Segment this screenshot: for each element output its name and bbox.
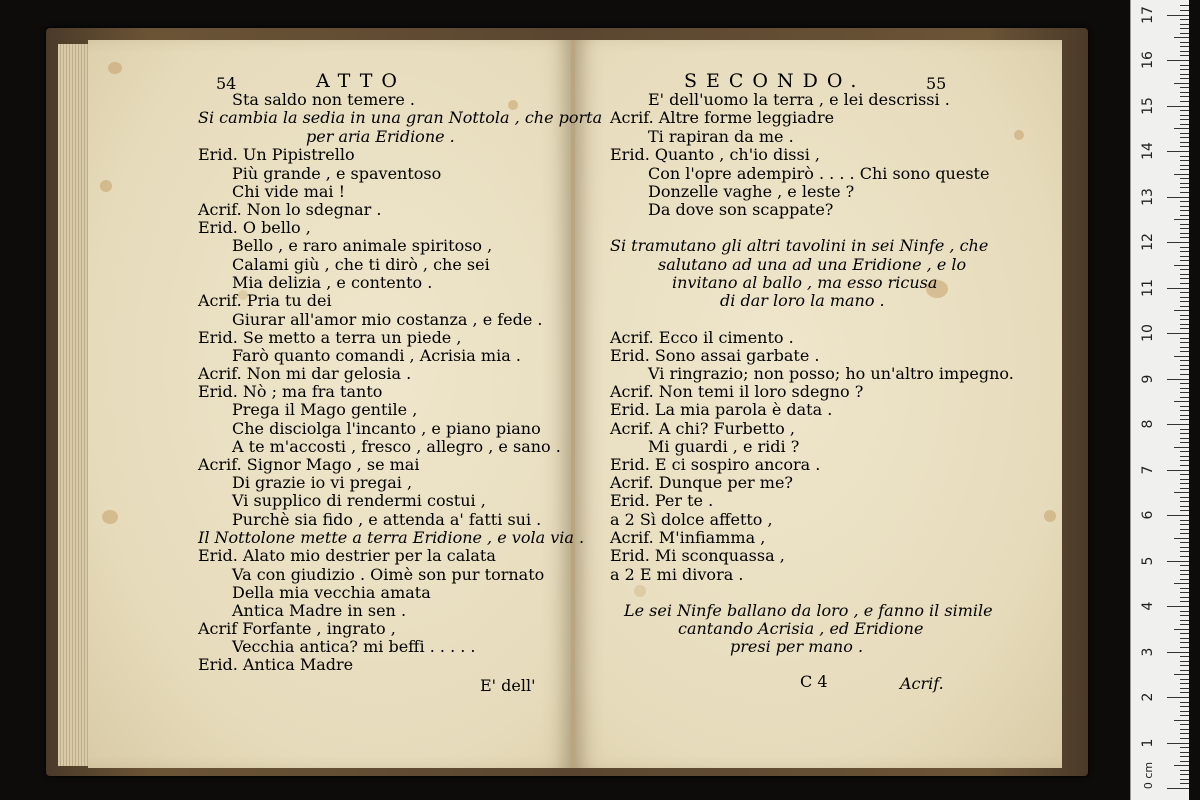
page-edges <box>58 44 88 766</box>
text-line: Di grazie io vi pregai , <box>232 473 413 492</box>
ruler-tick <box>1180 51 1189 52</box>
ruler-tick <box>1180 92 1189 93</box>
ruler-tick <box>1180 692 1189 693</box>
foxing-spot <box>1014 130 1024 140</box>
signature-mark: C 4 <box>800 672 828 691</box>
ruler-tick <box>1167 242 1189 243</box>
stage-direction: Si tramutano gli altri tavolini in sei Ninfe , che <box>610 236 989 255</box>
text-line: Erid. Antica Madre <box>198 655 354 674</box>
ruler-tick <box>1174 629 1189 630</box>
text-line: Mia delizia , e contento . <box>232 273 433 292</box>
ruler-tick <box>1180 183 1189 184</box>
ruler-tick <box>1180 233 1189 234</box>
ruler-tick <box>1167 743 1189 744</box>
ruler-tick <box>1180 187 1189 188</box>
ruler-tick <box>1180 711 1189 712</box>
ruler-tick <box>1180 65 1189 66</box>
ruler-tick <box>1174 447 1189 448</box>
ruler-tick <box>1180 570 1189 571</box>
ruler-tick <box>1180 624 1189 625</box>
text-line: Con l'opre adempirò . . . . Chi sono queste <box>648 164 990 183</box>
ruler-tick <box>1174 401 1189 402</box>
ruler-tick <box>1180 520 1189 521</box>
ruler-number: 8 <box>1140 419 1156 429</box>
ruler-tick <box>1180 670 1189 671</box>
ruler-number: 5 <box>1140 556 1156 565</box>
ruler-tick <box>1174 310 1189 311</box>
text-line: Donzelle vaghe , e leste ? <box>648 182 855 201</box>
ruler-tick <box>1180 247 1189 248</box>
running-head-left: ATTO <box>316 70 406 92</box>
ruler-tick <box>1180 724 1189 725</box>
text-line: Acrif. Non temi il loro sdegno ? <box>610 382 864 401</box>
ruler-tick <box>1180 483 1189 484</box>
text-line: Erid. Per te . <box>610 491 714 510</box>
ruler-tick <box>1180 178 1189 179</box>
ruler-tick <box>1180 442 1189 443</box>
ruler-tick <box>1180 592 1189 593</box>
ruler-tick <box>1167 424 1189 425</box>
ruler-tick <box>1180 124 1189 125</box>
text-line: Giurar all'amor mio costanza , e fede . <box>232 310 543 329</box>
ruler-tick <box>1167 515 1189 516</box>
ruler-number: 3 <box>1140 647 1156 656</box>
ruler-tick <box>1180 110 1189 111</box>
ruler-tick <box>1180 342 1189 343</box>
ruler-tick <box>1180 215 1189 216</box>
ruler-tick <box>1180 96 1189 97</box>
text-line: Erid. La mia parola è data . <box>610 400 833 419</box>
ruler-tick <box>1180 542 1189 543</box>
ruler-tick <box>1180 87 1189 88</box>
text-line: Che disciolga l'incanto , e piano piano <box>232 419 541 438</box>
text-line: Erid. Se metto a terra un piede , <box>198 328 462 347</box>
ruler-tick <box>1180 251 1189 252</box>
measuring-ruler <box>1130 0 1189 800</box>
ruler-tick <box>1180 278 1189 279</box>
text-line: Erid. Nò ; ma fra tanto <box>198 382 383 401</box>
text-line: Erid. Quanto , ch'io dissi , <box>610 145 821 164</box>
foxing-spot <box>102 510 118 524</box>
ruler-tick <box>1180 665 1189 666</box>
stage-direction: presi per mano . <box>730 637 864 656</box>
ruler-tick <box>1167 60 1189 61</box>
foxing-spot <box>100 180 112 192</box>
ruler-tick <box>1180 611 1189 612</box>
ruler-tick <box>1180 551 1189 552</box>
text-line: Più grande , e spaventoso <box>232 164 442 183</box>
ruler-tick <box>1167 697 1189 698</box>
ruler-tick <box>1180 597 1189 598</box>
ruler-tick <box>1180 506 1189 507</box>
ruler-tick <box>1180 146 1189 147</box>
ruler-tick <box>1180 774 1189 775</box>
ruler-tick <box>1180 702 1189 703</box>
ruler-tick <box>1180 747 1189 748</box>
ruler-tick <box>1180 324 1189 325</box>
stage-direction: cantando Acrisia , ed Eridione <box>678 619 924 638</box>
ruler-tick <box>1180 479 1189 480</box>
ruler-number: 6 <box>1140 510 1156 520</box>
ruler-tick <box>1180 115 1189 116</box>
ruler-tick <box>1180 224 1189 225</box>
ruler-tick <box>1180 529 1189 530</box>
stage-direction: di dar loro la mano . <box>720 291 885 310</box>
ruler-tick <box>1180 510 1189 511</box>
ruler-tick <box>1180 647 1189 648</box>
ruler-unit: 0 cm <box>1142 761 1156 790</box>
ruler-tick <box>1180 260 1189 261</box>
foxing-spot <box>634 585 646 597</box>
ruler-tick <box>1180 433 1189 434</box>
ruler-tick <box>1180 779 1189 780</box>
foxing-spot <box>108 62 122 74</box>
ruler-tick <box>1167 652 1189 653</box>
ruler-number: 14 <box>1140 142 1156 160</box>
text-line: a 2 E mi divora . <box>610 565 744 584</box>
ruler-tick <box>1180 319 1189 320</box>
ruler-tick <box>1180 556 1189 557</box>
ruler-tick <box>1180 615 1189 616</box>
ruler-tick <box>1180 579 1189 580</box>
ruler-tick <box>1167 151 1189 152</box>
ruler-tick <box>1180 620 1189 621</box>
text-line: Calami giù , che ti dirò , che sei <box>232 255 490 274</box>
ruler-tick <box>1180 588 1189 589</box>
ruler-number: 10 <box>1140 324 1156 342</box>
ruler-tick <box>1180 297 1189 298</box>
ruler-tick <box>1180 451 1189 452</box>
ruler-tick <box>1180 228 1189 229</box>
text-line: Bello , e raro animale spiritoso , <box>232 236 493 255</box>
ruler-tick <box>1180 770 1189 771</box>
ruler-number: 16 <box>1140 51 1156 69</box>
ruler-tick <box>1180 365 1189 366</box>
ruler-tick <box>1167 561 1189 562</box>
ruler-tick <box>1167 106 1189 107</box>
ruler-tick <box>1180 756 1189 757</box>
ruler-tick <box>1180 206 1189 207</box>
ruler-tick <box>1180 406 1189 407</box>
ruler-tick <box>1180 565 1189 566</box>
ruler-tick <box>1180 715 1189 716</box>
text-line: Erid. Sono assai garbate . <box>610 346 820 365</box>
text-line: Vi ringrazio; non posso; ho un'altro impegno. <box>648 364 1014 383</box>
ruler-tick <box>1174 265 1189 266</box>
ruler-tick <box>1180 74 1189 75</box>
page-number-left: 54 <box>216 74 237 93</box>
ruler-tick <box>1180 292 1189 293</box>
text-line: Ti rapiran da me . <box>648 127 794 146</box>
ruler-tick <box>1180 201 1189 202</box>
ruler-number: 1 <box>1140 738 1156 747</box>
ruler-tick <box>1180 783 1189 784</box>
ruler-tick <box>1180 133 1189 134</box>
running-head-right: SECONDO. <box>684 70 866 92</box>
ruler-tick <box>1180 374 1189 375</box>
ruler-tick <box>1180 601 1189 602</box>
ruler-tick <box>1174 674 1189 675</box>
ruler-tick <box>1180 661 1189 662</box>
text-line: Sta saldo non temere . <box>232 90 415 109</box>
text-line: Erid. Mi sconquassa , <box>610 546 785 565</box>
ruler-tick <box>1180 306 1189 307</box>
ruler-tick <box>1167 333 1189 334</box>
ruler-tick <box>1180 388 1189 389</box>
ruler-tick <box>1180 165 1189 166</box>
ruler-tick <box>1174 83 1189 84</box>
ruler-number: 9 <box>1140 374 1156 383</box>
text-line: Prega il Mago gentile , <box>232 400 418 419</box>
text-line: Erid. E ci sospiro ancora . <box>610 455 821 474</box>
ruler-tick <box>1180 460 1189 461</box>
ruler-tick <box>1180 269 1189 270</box>
text-line: Acrif. Altre forme leggiadre <box>610 108 835 127</box>
ruler-tick <box>1180 192 1189 193</box>
text-line: A te m'accosti , fresco , allegro , e sano . <box>232 437 561 456</box>
ruler-tick <box>1180 574 1189 575</box>
ruler-tick <box>1180 706 1189 707</box>
ruler-tick <box>1180 274 1189 275</box>
ruler-tick <box>1180 410 1189 411</box>
ruler-tick <box>1180 237 1189 238</box>
text-line: Acrif. Ecco il cimento . <box>610 328 794 347</box>
ruler-tick <box>1180 69 1189 70</box>
ruler-number: 7 <box>1140 465 1156 474</box>
ruler-tick <box>1167 470 1189 471</box>
ruler-tick <box>1180 156 1189 157</box>
ruler-tick <box>1180 729 1189 730</box>
ruler-tick <box>1180 338 1189 339</box>
ruler-tick <box>1180 46 1189 47</box>
ruler-tick <box>1180 101 1189 102</box>
ruler-tick <box>1180 679 1189 680</box>
text-line: Acrif. Non lo sdegnar . <box>198 200 382 219</box>
ruler-tick <box>1180 256 1189 257</box>
text-line: Acrif. Non mi dar gelosia . <box>198 364 412 383</box>
ruler-tick <box>1180 474 1189 475</box>
text-line: Acrif Forfante , ingrato , <box>198 619 396 638</box>
text-line: Vi supplico di rendermi costui , <box>232 491 486 510</box>
ruler-tick <box>1180 438 1189 439</box>
ruler-tick <box>1180 761 1189 762</box>
text-line: Acrif. A chi? Furbetto , <box>610 419 795 438</box>
ruler-tick <box>1180 383 1189 384</box>
text-line: E' dell'uomo la terra , e lei descrissi . <box>648 90 950 109</box>
ruler-tick <box>1180 456 1189 457</box>
text-line: Acrif. Signor Mago , se mai <box>198 455 420 474</box>
ruler-tick <box>1180 210 1189 211</box>
ruler-tick <box>1180 642 1189 643</box>
ruler-tick <box>1180 5 1189 6</box>
text-line: Vecchia antica? mi beffi . . . . . <box>232 637 476 656</box>
ruler-tick <box>1174 37 1189 38</box>
text-line: Acrif. M'infiamma , <box>610 528 766 547</box>
text-line: Della mia vecchia amata <box>232 583 431 602</box>
ruler-tick <box>1180 533 1189 534</box>
text-line: Mi guardi , e ridi ? <box>648 437 800 456</box>
ruler-tick <box>1180 328 1189 329</box>
ruler-tick <box>1174 765 1189 766</box>
ruler-tick <box>1174 583 1189 584</box>
stage-direction: salutano ad una ad una Eridione , e lo <box>658 255 967 274</box>
ruler-tick <box>1167 15 1189 16</box>
stage-direction: invitano al ballo , ma esso ricusa <box>672 273 938 292</box>
ruler-tick <box>1180 283 1189 284</box>
ruler-tick <box>1180 119 1189 120</box>
ruler-tick <box>1180 360 1189 361</box>
ruler-tick <box>1180 301 1189 302</box>
ruler-tick <box>1167 788 1189 789</box>
ruler-tick <box>1180 24 1189 25</box>
stage-direction: Le sei Ninfe ballano da loro , e fanno il simile <box>624 601 993 620</box>
ruler-tick <box>1180 392 1189 393</box>
ruler-number: 11 <box>1140 278 1156 297</box>
ruler-tick <box>1180 78 1189 79</box>
book-gutter <box>571 40 575 768</box>
ruler-tick <box>1180 28 1189 29</box>
ruler-tick <box>1167 197 1189 198</box>
ruler-tick <box>1180 738 1189 739</box>
ruler-tick <box>1180 55 1189 56</box>
ruler-tick <box>1180 351 1189 352</box>
ruler-tick <box>1180 429 1189 430</box>
ruler-tick <box>1180 688 1189 689</box>
ruler-tick <box>1180 347 1189 348</box>
ruler-tick <box>1180 733 1189 734</box>
ruler-tick <box>1180 465 1189 466</box>
ruler-tick <box>1174 538 1189 539</box>
ruler-tick <box>1180 42 1189 43</box>
ruler-tick <box>1180 683 1189 684</box>
ruler-tick <box>1180 169 1189 170</box>
ruler-number: 17 <box>1140 5 1156 24</box>
ruler-tick <box>1174 128 1189 129</box>
text-line: Farò quanto comandi , Acrisia mia . <box>232 346 521 365</box>
ruler-tick <box>1180 33 1189 34</box>
ruler-number: 12 <box>1140 233 1156 251</box>
catchword-right: Acrif. <box>900 674 944 693</box>
ruler-number: 15 <box>1140 96 1156 115</box>
text-line: Erid. Alato mio destrier per la calata <box>198 546 496 565</box>
ruler-tick <box>1180 488 1189 489</box>
ruler-tick <box>1180 547 1189 548</box>
ruler-tick <box>1167 288 1189 289</box>
stage-direction: per aria Eridione . <box>306 127 455 146</box>
page-number-right: 55 <box>926 74 947 93</box>
ruler-tick <box>1180 369 1189 370</box>
catchword-left: E' dell' <box>480 676 536 695</box>
ruler-number: 2 <box>1140 692 1156 702</box>
ruler-tick <box>1167 606 1189 607</box>
stage-direction: Il Nottolone mette a terra Eridione , e vola via . <box>198 528 585 547</box>
text-line: a 2 Sì dolce affetto , <box>610 510 773 529</box>
text-line: Antica Madre in sen . <box>232 601 407 620</box>
text-line: Acrif. Dunque per me? <box>610 473 794 492</box>
ruler-tick <box>1180 419 1189 420</box>
ruler-tick <box>1180 501 1189 502</box>
ruler-tick <box>1180 752 1189 753</box>
ruler-tick <box>1174 356 1189 357</box>
text-line: Erid. Un Pipistrello <box>198 145 355 164</box>
ruler-tick <box>1180 656 1189 657</box>
foxing-spot <box>1044 510 1056 522</box>
ruler-tick <box>1167 379 1189 380</box>
text-line: Purchè sia fido , e attenda a' fatti sui . <box>232 510 542 529</box>
ruler-tick <box>1174 174 1189 175</box>
ruler-tick <box>1180 497 1189 498</box>
text-line: Va con giudizio . Oimè son pur tornato <box>232 565 545 584</box>
ruler-tick <box>1180 638 1189 639</box>
text-line: Chi vide mai ! <box>232 182 346 201</box>
text-line: Acrif. Pria tu dei <box>198 291 332 310</box>
ruler-tick <box>1180 633 1189 634</box>
text-line: Da dove son scappate? <box>648 200 834 219</box>
ruler-tick <box>1180 137 1189 138</box>
ruler-tick <box>1174 720 1189 721</box>
ruler-tick <box>1174 492 1189 493</box>
ruler-tick <box>1180 397 1189 398</box>
ruler-tick <box>1180 142 1189 143</box>
ruler-tick <box>1180 19 1189 20</box>
ruler-tick <box>1180 524 1189 525</box>
stage-direction: Si cambia la sedia in una gran Nottola , che porta <box>198 108 603 127</box>
ruler-tick <box>1180 160 1189 161</box>
ruler-number: 4 <box>1140 601 1156 611</box>
ruler-number: 13 <box>1140 187 1156 206</box>
ruler-tick <box>1180 415 1189 416</box>
ruler-tick <box>1180 10 1189 11</box>
ruler-tick <box>1180 315 1189 316</box>
ruler-tick <box>1174 219 1189 220</box>
text-line: Erid. O bello , <box>198 218 311 237</box>
